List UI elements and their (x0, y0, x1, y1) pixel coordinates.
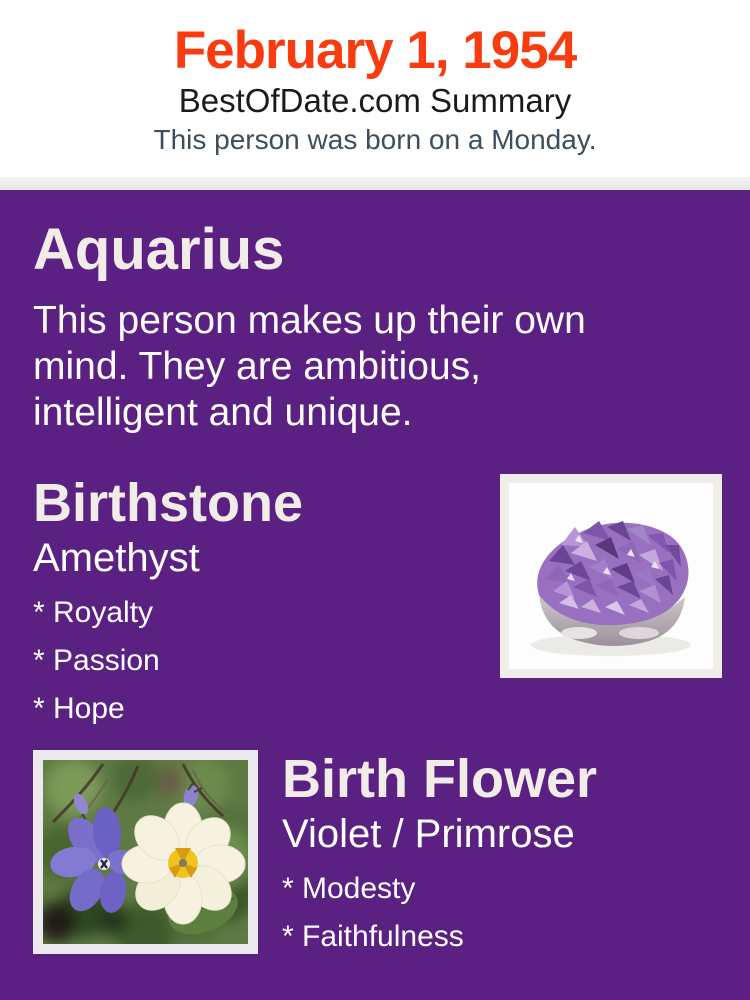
header (0, 0, 750, 177)
born-on-weekday-text: This person was born on a Monday. (153, 124, 597, 155)
birth-flower-name: Violet / Primrose (282, 812, 575, 856)
zodiac-description-line: This person makes up their own (33, 299, 586, 342)
birth-flower-text-column (282, 750, 597, 954)
zodiac-section (33, 218, 722, 436)
violet-primrose-image (43, 760, 248, 944)
zodiac-description-line: intelligent and unique. (33, 391, 413, 434)
zodiac-description-line: mind. They are ambitious, (33, 345, 481, 388)
amethyst-image (509, 483, 713, 669)
date-title: February 1, 1954 (173, 21, 577, 80)
birth-flower-trait: * Modesty (282, 872, 416, 905)
zodiac-name: Aquarius (33, 217, 285, 282)
amethyst-photo (500, 474, 722, 678)
birthstone-text-column (33, 474, 303, 726)
flower-photo (33, 750, 258, 954)
birthstone-section (33, 474, 722, 726)
summary-panel (0, 190, 750, 1000)
birthstone-title: Birthstone (33, 473, 303, 533)
zodiac-description (33, 298, 722, 436)
birthstone-trait: * Royalty (33, 596, 154, 629)
birthstone-trait: * Passion (33, 644, 160, 677)
birth-flower-section (33, 750, 722, 954)
birth-flower-title: Birth Flower (282, 749, 598, 809)
site-summary-title: BestOfDate.com Summary (178, 82, 572, 119)
birthstone-trait: * Hope (33, 692, 125, 725)
divider-band (0, 177, 750, 190)
birthstone-name: Amethyst (33, 536, 200, 580)
birth-flower-trait: * Faithfulness (282, 920, 464, 953)
